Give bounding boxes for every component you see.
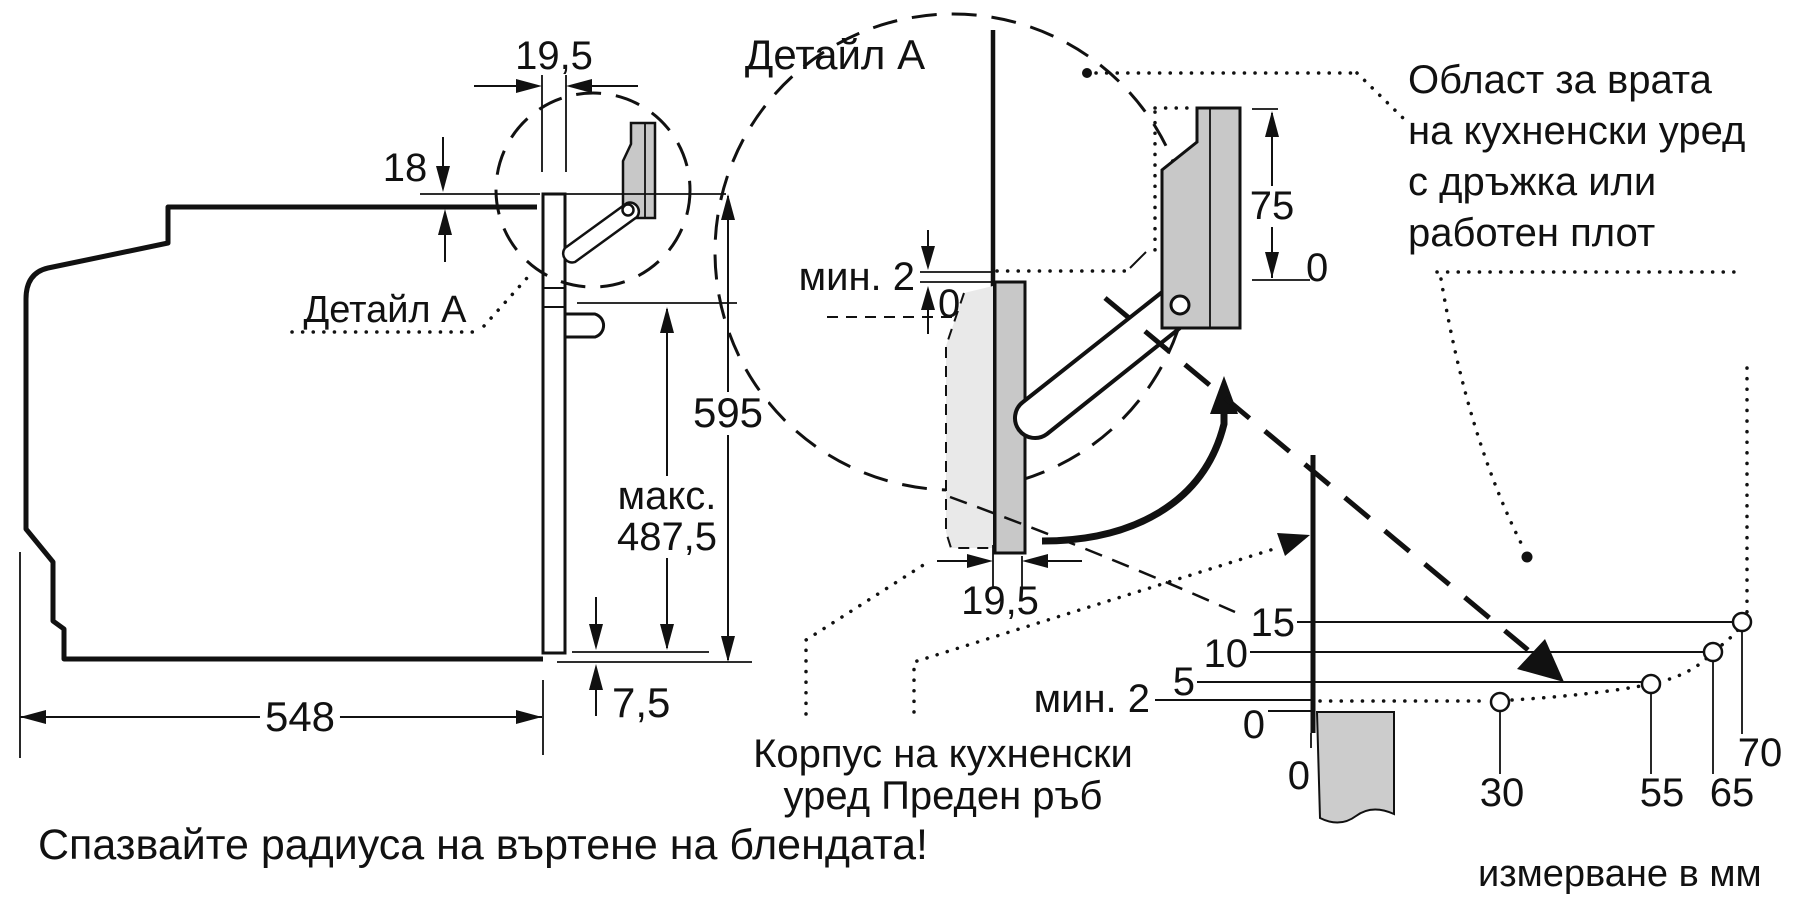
arrow-down-icon xyxy=(921,246,935,270)
arrow-up-icon xyxy=(721,194,735,220)
footer-note: Спазвайте радиуса на въртене на блендата! xyxy=(38,821,928,869)
arrow-left-icon xyxy=(566,79,592,93)
oven-handle xyxy=(565,314,604,337)
unit-note: измерване в мм xyxy=(1478,853,1762,895)
dim-label-7-5: 7,5 xyxy=(612,679,671,726)
door-panel xyxy=(1162,108,1240,328)
dim-label-75: 75 xyxy=(1245,186,1300,227)
oven-outline xyxy=(26,207,543,659)
arrow-right-icon xyxy=(1277,533,1310,556)
chart-x-label-70: 70 xyxy=(1737,731,1783,775)
data-point-70-15 xyxy=(1733,613,1751,631)
mini-hinge-pivot xyxy=(623,205,634,216)
leader-dot xyxy=(1082,68,1092,78)
chart-x-label-65: 65 xyxy=(1709,771,1755,815)
dim-label-18: 18 xyxy=(382,146,428,190)
chart-y-label-min2: мин. 2 xyxy=(1033,677,1150,721)
arrow-down-icon xyxy=(721,636,735,662)
door-area-note-line: работен плот xyxy=(1408,211,1656,255)
arrow-up-icon xyxy=(589,664,603,690)
dim-label-19-5-top: 19,5 xyxy=(515,34,593,78)
cabinet-edge-note-line: уред Преден ръб xyxy=(783,774,1103,818)
door-area-note-line: на кухненски уред xyxy=(1408,109,1746,153)
leader-dotted xyxy=(1357,73,1404,119)
chart-y-label-15: 15 xyxy=(1250,601,1295,645)
hinge-pivot xyxy=(1171,296,1189,314)
detail-a-circle-small xyxy=(496,93,690,287)
dim-label-max-4875 xyxy=(612,476,722,558)
dim-label-595: 595 xyxy=(688,392,768,435)
cabinet-edge-note-line: Корпус на кухненски xyxy=(753,732,1133,776)
dim-label-19-5-mid: 19,5 xyxy=(961,579,1039,623)
data-point-65-10 xyxy=(1704,643,1722,661)
chart-y-label-10: 10 xyxy=(1203,632,1248,676)
dim-label-548: 548 xyxy=(260,696,340,739)
cabinet-section xyxy=(1317,712,1394,823)
data-point-55-5 xyxy=(1642,675,1660,693)
door-area-tick xyxy=(1130,252,1146,268)
arrow-right-icon xyxy=(516,710,542,724)
arrow-down-icon xyxy=(436,166,450,192)
chart-y-label-5: 5 xyxy=(1172,660,1195,704)
chart-x-label-30: 30 xyxy=(1479,771,1525,815)
door-area-note xyxy=(1408,55,1745,259)
arrow-down-icon xyxy=(589,624,603,650)
chart-y-label-0: 0 xyxy=(1242,703,1265,747)
dim-label-0-door: 0 xyxy=(1306,246,1329,290)
detail-a-label-big: Детайл A xyxy=(744,31,926,78)
door-area-note-line: с дръжка или xyxy=(1408,160,1657,204)
dim-label-0-flush: 0 xyxy=(938,282,961,326)
chart-x-label-55: 55 xyxy=(1639,771,1685,815)
chart-x-label-0: 0 xyxy=(1287,754,1310,798)
swing-radius-dashed xyxy=(1105,298,1528,650)
leader-dotted xyxy=(484,278,527,326)
dim-label-max-word: макс. xyxy=(617,474,717,518)
leader-dot xyxy=(1522,552,1533,563)
arrow-right-icon xyxy=(967,554,993,568)
swing-arrow-curve xyxy=(1042,400,1224,541)
cabinet-edge-note xyxy=(753,733,1133,817)
arrow-down-icon xyxy=(660,624,674,650)
detail-a-label-left: Детайл A xyxy=(303,289,467,331)
arrow-up-icon xyxy=(1265,111,1279,137)
arrow-down-icon xyxy=(1265,252,1279,278)
arrow-left-icon xyxy=(1022,554,1048,568)
dim-label-max-value: 487,5 xyxy=(616,514,718,559)
detail-a-view xyxy=(715,14,1404,587)
note-dotted-leader xyxy=(1441,279,1524,549)
arrow-up-icon xyxy=(438,209,452,235)
door-area-note-line: Област за врата xyxy=(1408,58,1712,102)
arrow-right-icon xyxy=(516,79,542,93)
arrow-left-icon xyxy=(20,710,46,724)
dim-label-min-2: мин. 2 xyxy=(798,255,915,299)
arrow-up-icon xyxy=(660,307,674,333)
data-point-30-2 xyxy=(1491,693,1509,711)
oven-front-frame xyxy=(543,194,565,653)
arrow-up-icon xyxy=(921,286,935,310)
cabinet-edge-leader xyxy=(806,562,928,714)
